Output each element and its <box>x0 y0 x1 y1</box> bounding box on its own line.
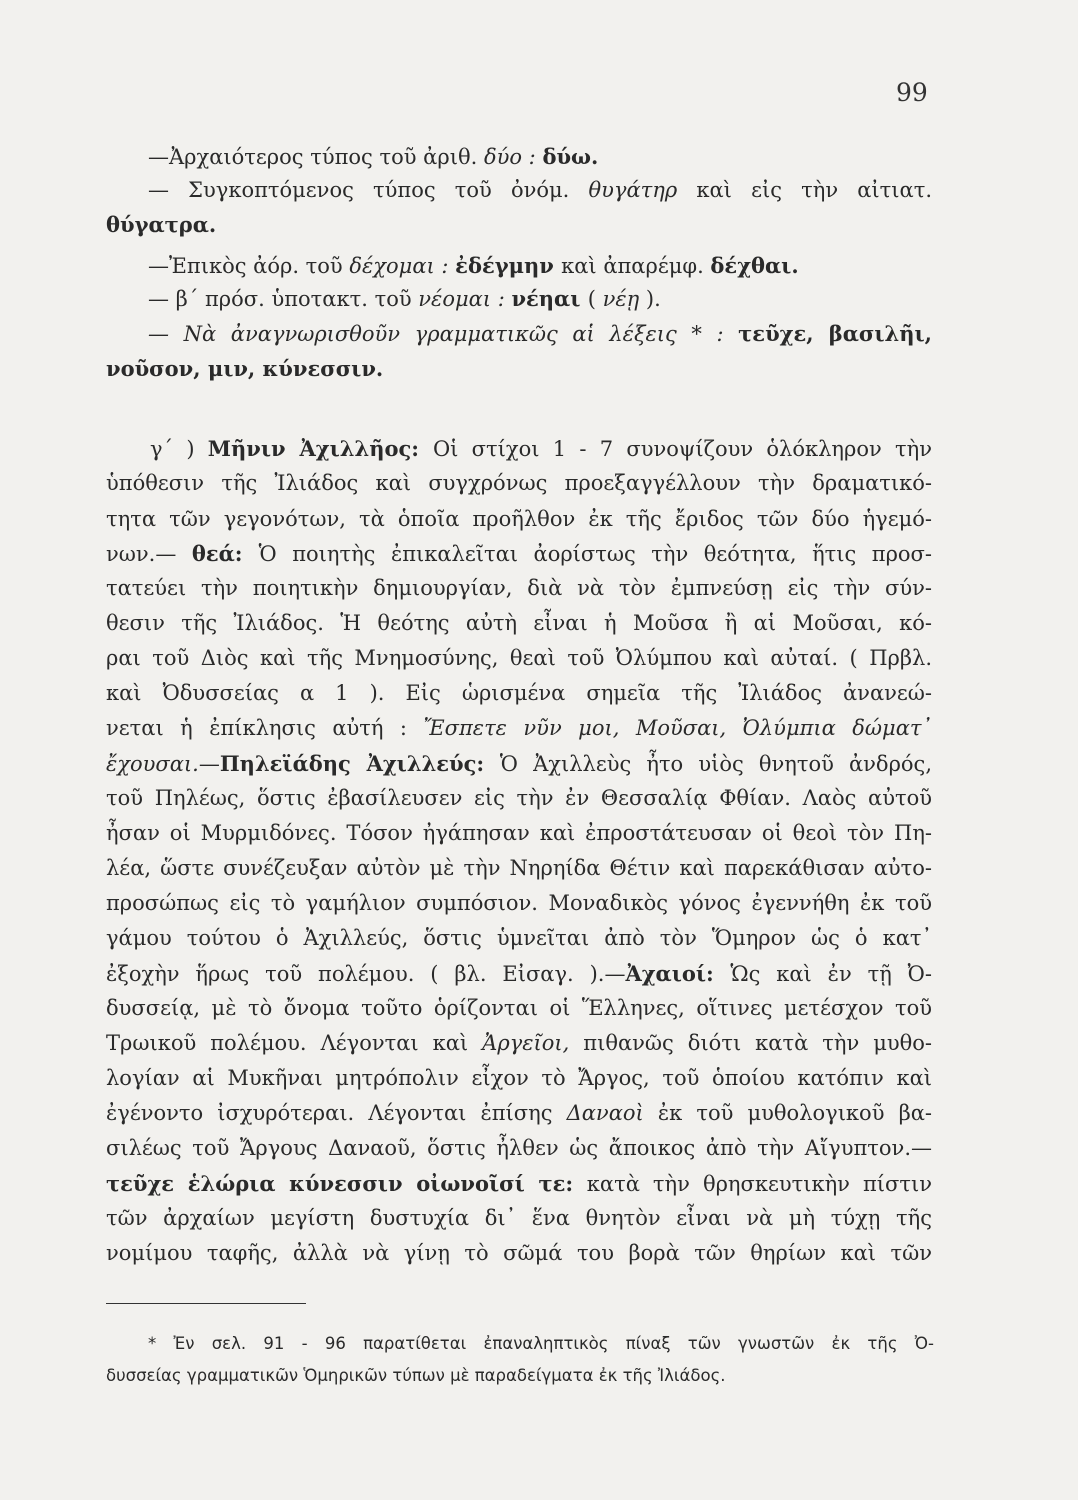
text-line <box>106 817 932 850</box>
text-span: λέα, ὥστε συνέζευξαν αὐτὸν μὲ τὴν Νηρηίδα Θέτιν καὶ παρεκάθισαν αὐτο- <box>106 856 932 880</box>
text-span: ). <box>645 287 661 311</box>
bold-span: ἐδέγμην <box>455 253 562 278</box>
bold-span: θύγατρα. <box>106 212 217 237</box>
bold-span: Μῆνιν Ἀχιλλῆος: <box>207 436 433 461</box>
text-span: καὶ εἰς τὴν αἰτιατ. <box>696 178 932 202</box>
text-line <box>150 432 932 466</box>
text-line <box>106 503 932 536</box>
bold-span: δύω. <box>542 144 599 169</box>
text-span: — β΄ πρόσ. ὑποτακτ. τοῦ <box>148 287 419 311</box>
text-span: Ὁ ποιητὴς ἐπικαλεῖται ἀορίστως τὴν θεότητα, ἥτις προσ- <box>258 542 932 566</box>
text-span: Οἱ στίχοι 1 - 7 συνοψίζουν ὁλόκληρον τὴν <box>432 437 932 461</box>
text-span: κατὰ τὴν θρησκευτικὴν πίστιν <box>586 1172 932 1196</box>
text-span: πιθανῶς διότι κατὰ τὴν μυθο- <box>583 1031 933 1055</box>
text-line <box>148 140 932 174</box>
italic-span: δέχομαι : <box>349 254 456 278</box>
text-line <box>148 249 932 283</box>
text-line <box>106 782 932 815</box>
text-line <box>106 712 932 745</box>
text-line <box>106 642 932 675</box>
italic-span: νέῃ <box>602 287 646 311</box>
italic-span: θυγάτηρ <box>588 178 697 202</box>
text-span: ἐξοχὴν ἥρως τοῦ πολέμου. ( βλ. Εἰσαγ. ).— <box>106 962 626 986</box>
text-span: λογίαν αἱ Μυκῆναι μητρόπολιν εἶχον τὸ Ἄργος, τοῦ ὁποίου κατόπιν καὶ <box>106 1066 932 1090</box>
bold-span: τεῦχε, βασιλῆι, <box>738 321 932 346</box>
bold-span: Ἀχαιοί: <box>625 961 731 986</box>
text-span: νων.— <box>106 542 192 566</box>
bold-span: Πηλεϊάδης Ἀχιλλεύς: <box>219 751 500 776</box>
text-line <box>106 677 932 710</box>
text-line <box>106 1062 932 1095</box>
text-span: ἐγένοντο ἰσχυρότεραι. Λέγονται ἐπίσης <box>106 1101 567 1125</box>
italic-span: δύο : <box>483 145 543 169</box>
text-line <box>148 174 932 207</box>
footnote-line: δυσσείας γραμματικῶν Ὁμηρικῶν τύπων μὲ παραδείγματα ἐκ τῆς Ἰλιάδος. <box>106 1366 726 1385</box>
text-span: ἦσαν οἱ Μυρμιδόνες. Τόσον ἠγάπησαν καὶ ἐπροστάτευσαν οἱ θεοὶ τὸν Πη- <box>106 821 932 845</box>
text-span: ραι τοῦ Διὸς καὶ τῆς Μνημοσύνης, θεαὶ τοῦ Ὀλύμπου καὶ αὐταί. ( Πρβλ. <box>106 646 932 670</box>
text-span: Ὁ Ἀχιλλεὺς ἦτο υἱὸς θνητοῦ ἀνδρός, <box>499 752 932 776</box>
italic-span: — Νὰ ἀναγνωρισθοῦν γραμματικῶς αἱ λέξεις * : <box>148 322 739 346</box>
text-line <box>106 1237 932 1270</box>
bold-span: θεά: <box>191 541 259 566</box>
italic-span: νέομαι : <box>418 287 512 311</box>
italic-span: ἔχουσαι. <box>106 752 199 776</box>
text-span: γάμου τούτου ὁ Ἀχιλλεύς, ὅστις ὑμνεῖται ἀπὸ τὸν Ὅμηρον ὡς ὁ κατ᾽ <box>106 926 932 950</box>
text-line <box>106 467 932 500</box>
italic-span: Δαναοὶ <box>566 1101 658 1125</box>
footnote-separator <box>106 1303 306 1304</box>
text-span: τοῦ Πηλέως, ὅστις ἐβασίλευσεν εἰς τὴν ἐν Θεσσαλίᾳ Φθίαν. Λαὸς αὐτοῦ <box>106 786 932 810</box>
text-line <box>106 1027 932 1060</box>
text-span: ὑπόθεσιν τῆς Ἰλιάδος καὶ συγχρόνως προεξαγγέλλουν τὴν δραματικό- <box>106 471 932 495</box>
text-line <box>106 852 932 885</box>
text-span: —Ἐπικὸς ἀόρ. τοῦ <box>148 254 350 278</box>
text-span: τητα τῶν γεγονότων, τὰ ὁποῖα προῆλθον ἐκ τῆς ἔριδος τῶν δύο ἡγεμό- <box>106 507 932 531</box>
text-span: καὶ ἀπαρέμφ. <box>561 254 711 278</box>
text-span: σιλέως τοῦ Ἄργους Δαναοῦ, ὅστις ἦλθεν ὡς ἄποικος ἀπὸ τὴν Αἴγυπτον.— <box>106 1136 932 1160</box>
text-span: γ΄ ) <box>150 437 208 461</box>
text-span: —Ἀρχαιότερος τύπος τοῦ ἀριθ. <box>148 145 484 169</box>
text-span: δυσσείᾳ, μὲ τὸ ὄνομα τοῦτο ὁρίζονται οἱ Ἕλληνες, οἵτινες μετέσχον τοῦ <box>106 996 932 1020</box>
text-span: προσώπως εἰς τὸ γαμήλιον συμπόσιον. Μοναδικὸς γόνος ἐγεννήθη ἐκ τοῦ <box>106 891 932 915</box>
text-span: Ὡς καὶ ἐν τῇ Ὀ- <box>730 962 932 986</box>
text-span: θεσιν τῆς Ἰλιάδος. Ἡ θεότης αὐτὴ εἶναι ἡ Μοῦσα ἢ αἱ Μοῦσαι, κό- <box>106 611 932 635</box>
text-line <box>106 352 932 386</box>
text-line <box>106 208 932 242</box>
text-line <box>106 922 932 955</box>
text-line <box>106 572 932 605</box>
text-line <box>106 1167 932 1201</box>
bold-span: νέηαι <box>511 286 588 311</box>
text-line <box>106 607 932 640</box>
text-span: Τρωικοῦ πολέμου. Λέγονται καὶ <box>106 1031 483 1055</box>
text-line <box>106 747 932 781</box>
page-number: 99 <box>896 78 928 107</box>
text-span: τῶν ἀρχαίων μεγίστη δυστυχία δι᾽ ἕνα θνητὸν εἶναι νὰ μὴ τύχῃ τῆς <box>106 1206 932 1230</box>
text-span: — Συγκοπτόμενος τύπος τοῦ ὀνόμ. <box>148 178 589 202</box>
footnote-line: * Ἐν σελ. 91 - 96 παρατίθεται ἐπαναληπτικὸς πίναξ τῶν γνωστῶν ἐκ τῆς Ὀ- <box>148 1334 934 1353</box>
text-span: ἐκ τοῦ μυθολογικοῦ βα- <box>657 1101 932 1125</box>
bold-span: νοῦσον, μιν, κύνεσσιν. <box>106 356 384 381</box>
text-span: τατεύει τὴν ποιητικὴν δημιουργίαν, διὰ νὰ τὸν ἐμπνεύσῃ εἰς τὴν σύν- <box>106 576 932 600</box>
text-line <box>106 957 932 991</box>
text-line <box>106 537 932 571</box>
text-line <box>106 1132 932 1165</box>
italic-span: Ἔσπετε νῦν μοι, Μοῦσαι, Ὀλύμπια δώματ᾽ <box>423 716 932 740</box>
text-line <box>148 317 932 351</box>
text-line <box>106 992 932 1025</box>
text-line <box>148 282 932 316</box>
text-span: νεται ἡ ἐπίκλησις αὐτή : <box>106 716 424 740</box>
text-line <box>106 1097 932 1130</box>
text-span: — <box>198 752 220 776</box>
text-span: ( <box>587 287 603 311</box>
text-line <box>106 1202 932 1235</box>
italic-span: Ἀργεῖοι, <box>482 1031 584 1055</box>
bold-span: δέχθαι. <box>710 253 799 278</box>
text-span: καὶ Ὀδυσσείας α 1 ). Εἰς ὡρισμένα σημεῖα τῆς Ἰλιάδος ἀνανεώ- <box>106 681 932 705</box>
text-line <box>106 887 932 920</box>
text-span: νομίμου ταφῆς, ἀλλὰ νὰ γίνῃ τὸ σῶμά του βορὰ τῶν θηρίων καὶ τῶν <box>106 1241 932 1265</box>
bold-span: τεῦχε ἑλώρια κύνεσσιν οἰωνοῖσί τε: <box>106 1171 587 1196</box>
